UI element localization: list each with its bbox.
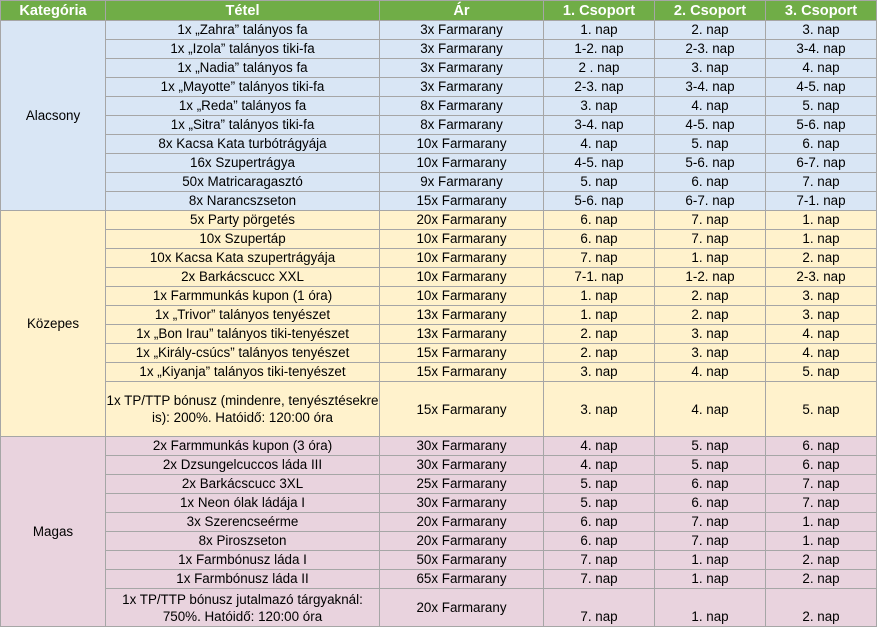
group-2-cell: 4-5. nap: [655, 116, 766, 135]
group-3-cell: 7. nap: [766, 173, 877, 192]
table-row: [1, 135, 877, 154]
group-2-cell: 1-2. nap: [655, 268, 766, 287]
item-cell: 8x Narancszseton: [106, 192, 380, 211]
table-row: [1, 363, 877, 382]
group-2-cell: 6-7. nap: [655, 192, 766, 211]
price-cell: 13x Farmarany: [380, 325, 544, 344]
group-3-cell: 6. nap: [766, 437, 877, 456]
group-1-cell: 2-3. nap: [544, 78, 655, 97]
item-cell: 50x Matricaragasztó: [106, 173, 380, 192]
group-1-cell: 3. nap: [544, 382, 655, 437]
group-2-cell: 3-4. nap: [655, 78, 766, 97]
group-3-cell: 4. nap: [766, 325, 877, 344]
group-3-cell: 1. nap: [766, 513, 877, 532]
item-cell: 5x Party pörgetés: [106, 211, 380, 230]
price-cell: 65x Farmarany: [380, 570, 544, 589]
group-1-cell: 5-6. nap: [544, 192, 655, 211]
price-cell: 10x Farmarany: [380, 268, 544, 287]
group-1-cell: 4. nap: [544, 135, 655, 154]
table-row: [1, 306, 877, 325]
group-3-cell: 5. nap: [766, 382, 877, 437]
table-row: [1, 325, 877, 344]
item-cell: 1x „Bon Irau” talányos tiki-tenyészet: [106, 325, 380, 344]
table-row: [1, 211, 877, 230]
group-3-cell: 4. nap: [766, 59, 877, 78]
group-3-cell: 1. nap: [766, 230, 877, 249]
price-cell: 3x Farmarany: [380, 59, 544, 78]
group-2-cell: 3. nap: [655, 325, 766, 344]
item-cell: 10x Kacsa Kata szupertrágyája: [106, 249, 380, 268]
item-cell: 1x „Nadia” talányos fa: [106, 59, 380, 78]
category-cell: Magas: [1, 437, 106, 627]
group-2-cell: 5. nap: [655, 437, 766, 456]
group-2-cell: 4. nap: [655, 363, 766, 382]
group-3-cell: 2. nap: [766, 249, 877, 268]
item-cell: 1x Farmbónusz láda II: [106, 570, 380, 589]
price-cell: 50x Farmarany: [380, 551, 544, 570]
table-row: [1, 40, 877, 59]
table-row: [1, 154, 877, 173]
group-1-cell: 6. nap: [544, 513, 655, 532]
item-cell: 8x Piroszseton: [106, 532, 380, 551]
group-1-cell: 6. nap: [544, 211, 655, 230]
group-3-cell: 7-1. nap: [766, 192, 877, 211]
price-cell: 10x Farmarany: [380, 230, 544, 249]
item-cell: 16x Szupertrágya: [106, 154, 380, 173]
table-row: [1, 59, 877, 78]
group-1-cell: 7. nap: [544, 570, 655, 589]
price-cell: 20x Farmarany: [380, 513, 544, 532]
table-row: [1, 456, 877, 475]
group-1-cell: 4-5. nap: [544, 154, 655, 173]
group-3-cell: 1. nap: [766, 532, 877, 551]
item-cell: 1x Neon ólak ládája I: [106, 494, 380, 513]
group-2-cell: 5-6. nap: [655, 154, 766, 173]
group-1-cell: 3. nap: [544, 363, 655, 382]
group-1-cell: 5. nap: [544, 494, 655, 513]
table-row: [1, 116, 877, 135]
group-2-cell: 6. nap: [655, 475, 766, 494]
price-cell: 10x Farmarany: [380, 287, 544, 306]
table-row: [1, 344, 877, 363]
group-2-cell: 3. nap: [655, 344, 766, 363]
category-cell: Alacsony: [1, 21, 106, 211]
group-3-cell: 5. nap: [766, 363, 877, 382]
price-cell: 13x Farmarany: [380, 306, 544, 325]
header-category: Kategória: [1, 1, 106, 21]
price-cell: 8x Farmarany: [380, 97, 544, 116]
group-2-cell: 1. nap: [655, 249, 766, 268]
item-cell: 2x Dzsungelcuccos láda III: [106, 456, 380, 475]
group-3-cell: 4-5. nap: [766, 78, 877, 97]
item-cell: 1x „Király-csúcs” talányos tenyészet: [106, 344, 380, 363]
table-row: [1, 249, 877, 268]
group-1-cell: 3. nap: [544, 97, 655, 116]
group-3-cell: 5. nap: [766, 97, 877, 116]
table-row: [1, 437, 877, 456]
item-cell: 1x Farmmunkás kupon (1 óra): [106, 287, 380, 306]
category-cell: Közepes: [1, 211, 106, 437]
group-3-cell: 7. nap: [766, 475, 877, 494]
group-1-cell: 7-1. nap: [544, 268, 655, 287]
group-2-cell: 3. nap: [655, 59, 766, 78]
table-row: [1, 173, 877, 192]
table-row: [1, 570, 877, 589]
group-2-cell: 1. nap: [655, 589, 766, 627]
price-cell: 30x Farmarany: [380, 437, 544, 456]
table-row: [1, 78, 877, 97]
table-row: [1, 513, 877, 532]
group-1-cell: 1. nap: [544, 287, 655, 306]
price-cell: 3x Farmarany: [380, 78, 544, 97]
group-2-cell: 7. nap: [655, 513, 766, 532]
item-cell: 1x „Sitra” talányos tiki-fa: [106, 116, 380, 135]
price-cell: 10x Farmarany: [380, 135, 544, 154]
item-cell: 2x Barkácscucc 3XL: [106, 475, 380, 494]
item-cell: 3x Szerencseérme: [106, 513, 380, 532]
price-cell: 3x Farmarany: [380, 21, 544, 40]
group-3-cell: 3. nap: [766, 306, 877, 325]
price-cell: 20x Farmarany: [380, 211, 544, 230]
price-cell: 10x Farmarany: [380, 249, 544, 268]
header-row: [1, 1, 877, 21]
group-3-cell: 6. nap: [766, 135, 877, 154]
header-group-2: 2. Csoport: [655, 1, 766, 21]
price-cell: 9x Farmarany: [380, 173, 544, 192]
group-2-cell: 4. nap: [655, 382, 766, 437]
group-2-cell: 5. nap: [655, 135, 766, 154]
price-cell: 20x Farmarany: [380, 532, 544, 551]
group-1-cell: 4. nap: [544, 456, 655, 475]
item-cell: 1x „Zahra” talányos fa: [106, 21, 380, 40]
group-2-cell: 2. nap: [655, 21, 766, 40]
group-1-cell: 7. nap: [544, 589, 655, 627]
group-3-cell: 6. nap: [766, 456, 877, 475]
group-2-cell: 1. nap: [655, 551, 766, 570]
group-2-cell: 6. nap: [655, 494, 766, 513]
group-1-cell: 1. nap: [544, 306, 655, 325]
group-3-cell: 6-7. nap: [766, 154, 877, 173]
item-cell: 1x „Kiyanja” talányos tiki-tenyészet: [106, 363, 380, 382]
item-cell: 1x Farmbónusz láda I: [106, 551, 380, 570]
price-cell: 30x Farmarany: [380, 456, 544, 475]
group-3-cell: 4. nap: [766, 344, 877, 363]
group-1-cell: 1. nap: [544, 21, 655, 40]
table-row: [1, 551, 877, 570]
group-1-cell: 2. nap: [544, 325, 655, 344]
price-cell: 20x Farmarany: [380, 589, 544, 627]
price-cell: 15x Farmarany: [380, 192, 544, 211]
item-cell: 2x Barkácscucc XXL: [106, 268, 380, 287]
price-cell: 15x Farmarany: [380, 344, 544, 363]
table-row: [1, 97, 877, 116]
group-3-cell: 5-6. nap: [766, 116, 877, 135]
price-cell: 15x Farmarany: [380, 382, 544, 437]
item-cell: 1x „Mayotte” talányos tiki-fa: [106, 78, 380, 97]
item-cell: 1x TP/TTP bónusz (mindenre, tenyésztésekre is): 200%. Hatóidő: 120:00 óra: [106, 382, 380, 437]
item-cell: 2x Farmmunkás kupon (3 óra): [106, 437, 380, 456]
group-3-cell: 3. nap: [766, 287, 877, 306]
price-cell: 30x Farmarany: [380, 494, 544, 513]
group-3-cell: 3. nap: [766, 21, 877, 40]
group-2-cell: 6. nap: [655, 173, 766, 192]
group-2-cell: 4. nap: [655, 97, 766, 116]
group-2-cell: 2. nap: [655, 287, 766, 306]
group-3-cell: 1. nap: [766, 211, 877, 230]
table-row: [1, 287, 877, 306]
item-cell: 1x „Izola” talányos tiki-fa: [106, 40, 380, 59]
price-cell: 3x Farmarany: [380, 40, 544, 59]
group-3-cell: 3-4. nap: [766, 40, 877, 59]
group-2-cell: 2. nap: [655, 306, 766, 325]
group-3-cell: 2. nap: [766, 570, 877, 589]
table-row: [1, 475, 877, 494]
header-group-3: 3. Csoport: [766, 1, 877, 21]
price-cell: 10x Farmarany: [380, 154, 544, 173]
group-1-cell: 5. nap: [544, 475, 655, 494]
group-1-cell: 6. nap: [544, 230, 655, 249]
table-row: [1, 192, 877, 211]
group-1-cell: 7. nap: [544, 249, 655, 268]
table-row: [1, 589, 877, 627]
table-row: [1, 382, 877, 437]
item-cell: 8x Kacsa Kata turbótrágyája: [106, 135, 380, 154]
table-row: [1, 21, 877, 40]
group-1-cell: 3-4. nap: [544, 116, 655, 135]
group-2-cell: 7. nap: [655, 532, 766, 551]
header-item: Tétel: [106, 1, 380, 21]
item-cell: 1x TP/TTP bónusz jutalmazó tárgyaknál: 750%. Hatóidő: 120:00 óra: [106, 589, 380, 627]
price-cell: 25x Farmarany: [380, 475, 544, 494]
group-2-cell: 7. nap: [655, 230, 766, 249]
price-cell: 15x Farmarany: [380, 363, 544, 382]
group-2-cell: 7. nap: [655, 211, 766, 230]
group-3-cell: 2. nap: [766, 551, 877, 570]
group-3-cell: 2. nap: [766, 589, 877, 627]
price-cell: 8x Farmarany: [380, 116, 544, 135]
item-cell: 10x Szupertáp: [106, 230, 380, 249]
table-row: [1, 230, 877, 249]
group-1-cell: 1-2. nap: [544, 40, 655, 59]
group-2-cell: 5. nap: [655, 456, 766, 475]
group-2-cell: 2-3. nap: [655, 40, 766, 59]
item-cell: 1x „Trivor” talányos tenyészet: [106, 306, 380, 325]
group-2-cell: 1. nap: [655, 570, 766, 589]
item-cell: 1x „Reda” talányos fa: [106, 97, 380, 116]
group-3-cell: 7. nap: [766, 494, 877, 513]
table-row: [1, 494, 877, 513]
header-group-1: 1. Csoport: [544, 1, 655, 21]
table-row: [1, 532, 877, 551]
table-row: [1, 268, 877, 287]
group-3-cell: 2-3. nap: [766, 268, 877, 287]
group-1-cell: 7. nap: [544, 551, 655, 570]
header-price: Ár: [380, 1, 544, 21]
group-1-cell: 2. nap: [544, 344, 655, 363]
group-1-cell: 4. nap: [544, 437, 655, 456]
group-1-cell: 6. nap: [544, 532, 655, 551]
group-1-cell: 5. nap: [544, 173, 655, 192]
group-1-cell: 2 . nap: [544, 59, 655, 78]
